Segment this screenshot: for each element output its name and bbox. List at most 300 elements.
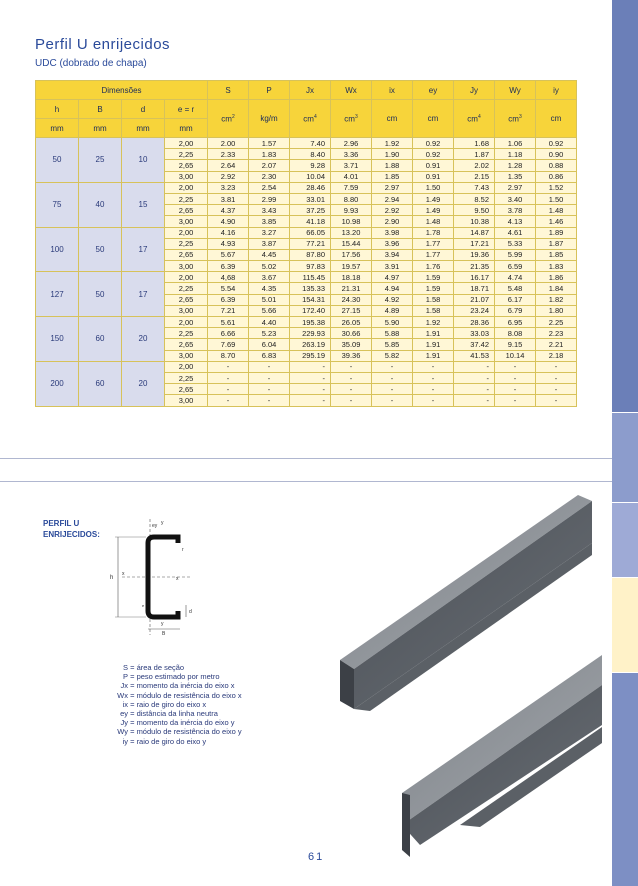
legend-symbol: iy xyxy=(122,736,128,746)
table-cell: 1.77 xyxy=(413,249,454,260)
table-cell: 4.93 xyxy=(208,238,249,249)
separator-line xyxy=(0,458,612,459)
header-cell: P xyxy=(249,81,290,100)
table-cell: 41.53 xyxy=(454,350,495,361)
dim-d-cell: 17 xyxy=(122,227,165,272)
table-cell: - xyxy=(536,395,577,406)
table-cell: 1.91 xyxy=(413,328,454,339)
table-cell: 1.68 xyxy=(454,138,495,149)
table-row xyxy=(36,361,577,372)
table-cell: 10.98 xyxy=(331,216,372,227)
right-color-band xyxy=(612,0,638,886)
table-cell: 18.18 xyxy=(331,272,372,283)
dim-h-cell: 50 xyxy=(36,138,79,183)
table-cell: 2.92 xyxy=(372,205,413,216)
table-cell: 1.46 xyxy=(536,216,577,227)
table-cell: 1.83 xyxy=(249,149,290,160)
table-cell: 4.90 xyxy=(208,216,249,227)
table-cell: 1.06 xyxy=(495,138,536,149)
table-cell: 5.88 xyxy=(372,328,413,339)
table-cell: - xyxy=(536,361,577,372)
h-label: h xyxy=(110,575,114,581)
dim-unit: mm xyxy=(36,119,79,138)
table-cell: - xyxy=(249,395,290,406)
table-cell: - xyxy=(454,395,495,406)
table-cell: 3.91 xyxy=(372,261,413,272)
unit-cell: cm xyxy=(372,100,413,138)
e-label: e xyxy=(142,603,145,608)
table-cell: 1.49 xyxy=(413,193,454,204)
diagram-heading: PERFIL U ENRIJECIDOS: xyxy=(43,519,100,539)
table-cell: 19.36 xyxy=(454,249,495,260)
table-cell: 2.97 xyxy=(372,182,413,193)
table-cell: 3,00 xyxy=(165,171,208,182)
table-cell: 37.42 xyxy=(454,339,495,350)
table-cell: 3,00 xyxy=(165,261,208,272)
table-cell: 21.31 xyxy=(331,283,372,294)
table-cell: 4.97 xyxy=(372,272,413,283)
table-cell: 97.83 xyxy=(290,261,331,272)
table-cell: 18.71 xyxy=(454,283,495,294)
header-cell: Jx xyxy=(290,81,331,100)
table-cell: 1.90 xyxy=(372,149,413,160)
table-row xyxy=(36,272,577,283)
table-cell: 4.01 xyxy=(331,171,372,182)
table-cell: - xyxy=(536,372,577,383)
table-cell: 17.56 xyxy=(331,249,372,260)
table-cell: - xyxy=(495,384,536,395)
table-cell: 2,25 xyxy=(165,238,208,249)
header-cell: iy xyxy=(536,81,577,100)
dim-b-cell: 50 xyxy=(79,272,122,317)
table-cell: 9.50 xyxy=(454,205,495,216)
legend-item: S = área de seção xyxy=(104,663,242,672)
dim-h-cell: 75 xyxy=(36,182,79,227)
table-cell: 4.13 xyxy=(495,216,536,227)
table-cell: - xyxy=(372,361,413,372)
table-cell: 7.69 xyxy=(208,339,249,350)
dim-unit: mm xyxy=(165,119,208,138)
table-cell: 2,65 xyxy=(165,249,208,260)
table-cell: 9.93 xyxy=(331,205,372,216)
page-title: Perfil U enrijecidos xyxy=(35,36,171,53)
table-cell: 2.18 xyxy=(536,350,577,361)
table-cell: 115.45 xyxy=(290,272,331,283)
table-cell: 2.99 xyxy=(249,193,290,204)
table-cell: - xyxy=(454,372,495,383)
table-cell: 27.15 xyxy=(331,305,372,316)
table-cell: - xyxy=(290,372,331,383)
table-cell: 7.40 xyxy=(290,138,331,149)
table-cell: 3.85 xyxy=(249,216,290,227)
table-cell: 2,65 xyxy=(165,339,208,350)
table-cell: - xyxy=(454,384,495,395)
legend-text: módulo de resistência do eixo x xyxy=(136,690,242,700)
b-label: B xyxy=(162,631,166,637)
legend-text: distância da linha neutra xyxy=(136,709,218,719)
dim-d-cell: 10 xyxy=(122,138,165,183)
table-cell: 3.23 xyxy=(208,182,249,193)
table-cell: 1.92 xyxy=(372,138,413,149)
table-cell: 2.90 xyxy=(372,216,413,227)
legend-item: iy = raio de giro do eixo y xyxy=(104,737,242,746)
legend-text: peso estimado por metro xyxy=(136,672,220,682)
x-right-label: x xyxy=(176,576,179,582)
table-cell: 33.03 xyxy=(454,328,495,339)
table-cell: 28.46 xyxy=(290,182,331,193)
table-cell: 1.52 xyxy=(536,182,577,193)
u-profile-diagram xyxy=(110,517,200,637)
table-cell: 2,25 xyxy=(165,372,208,383)
unit-cell: $cm^4$ xyxy=(454,100,495,138)
table-cell: 2,65 xyxy=(165,294,208,305)
table-cell: 2,65 xyxy=(165,160,208,171)
table-cell: 6.59 xyxy=(495,261,536,272)
dim-label: B xyxy=(79,100,122,119)
header-cell: S xyxy=(208,81,249,100)
table-cell: 2,25 xyxy=(165,149,208,160)
y-bottom-label: y xyxy=(161,621,164,627)
table-cell: - xyxy=(536,384,577,395)
table-cell: 0.86 xyxy=(536,171,577,182)
table-cell: 5.67 xyxy=(208,249,249,260)
table-cell: 172.40 xyxy=(290,305,331,316)
table-cell: 26.05 xyxy=(331,317,372,328)
table-cell: 5.99 xyxy=(495,249,536,260)
table-cell: - xyxy=(495,372,536,383)
table-cell: 6.39 xyxy=(208,294,249,305)
dim-label: e = r xyxy=(165,100,208,119)
unit-cell: kg/m xyxy=(249,100,290,138)
table-cell: 3.43 xyxy=(249,205,290,216)
table-cell: - xyxy=(372,384,413,395)
table-cell: 2.07 xyxy=(249,160,290,171)
table-cell: 6.39 xyxy=(208,261,249,272)
dim-b-cell: 50 xyxy=(79,227,122,272)
table-cell: 1.78 xyxy=(413,227,454,238)
legend-symbol: Jy xyxy=(120,718,128,728)
x-left-label: x xyxy=(122,571,125,577)
table-cell: - xyxy=(208,372,249,383)
table-cell: 0.88 xyxy=(536,160,577,171)
table-cell: 2,00 xyxy=(165,317,208,328)
dim-unit: mm xyxy=(122,119,165,138)
table-cell: 1.18 xyxy=(495,149,536,160)
table-cell: 2,25 xyxy=(165,193,208,204)
dim-b-cell: 60 xyxy=(79,361,122,406)
table-cell: 6.17 xyxy=(495,294,536,305)
legend-text: área de seção xyxy=(136,663,185,672)
table-cell: - xyxy=(413,384,454,395)
table-cell: 9.28 xyxy=(290,160,331,171)
table-cell: 4.89 xyxy=(372,305,413,316)
legend-symbol: Wy xyxy=(117,727,128,737)
table-cell: 4.74 xyxy=(495,272,536,283)
table-cell: 1.49 xyxy=(413,205,454,216)
table-cell: 41.18 xyxy=(290,216,331,227)
header-cell: Jy xyxy=(454,81,495,100)
table-cell: 30.66 xyxy=(331,328,372,339)
table-cell: 19.57 xyxy=(331,261,372,272)
table-cell: 17.21 xyxy=(454,238,495,249)
table-cell: 3.36 xyxy=(331,149,372,160)
dim-b-cell: 40 xyxy=(79,182,122,227)
table-cell: 3.40 xyxy=(495,193,536,204)
table-cell: 8.08 xyxy=(495,328,536,339)
legend-item: ey = distância da linha neutra xyxy=(104,709,242,718)
table-cell: 3.94 xyxy=(372,249,413,260)
table-cell: 4.45 xyxy=(249,249,290,260)
table-cell: 3,00 xyxy=(165,395,208,406)
table-cell: 1.86 xyxy=(536,272,577,283)
table-cell: 2.54 xyxy=(249,182,290,193)
dim-h-cell: 150 xyxy=(36,317,79,362)
table-cell: 10.38 xyxy=(454,216,495,227)
table-cell: 4.94 xyxy=(372,283,413,294)
legend-symbol: Jx xyxy=(120,681,128,691)
table-cell: 87.80 xyxy=(290,249,331,260)
table-cell: - xyxy=(413,372,454,383)
table-cell: 1.58 xyxy=(413,305,454,316)
table-cell: 21.07 xyxy=(454,294,495,305)
table-cell: 3,00 xyxy=(165,216,208,227)
table-cell: 1.87 xyxy=(454,149,495,160)
r-label: r xyxy=(182,547,184,553)
table-cell: 5.66 xyxy=(249,305,290,316)
table-cell: 2.94 xyxy=(372,193,413,204)
profile-table xyxy=(35,80,577,407)
table-row xyxy=(36,182,577,193)
table-cell: 154.31 xyxy=(290,294,331,305)
table-cell: 35.09 xyxy=(331,339,372,350)
dim-d-cell: 20 xyxy=(122,317,165,362)
table-cell: 2,00 xyxy=(165,138,208,149)
table-cell: - xyxy=(495,361,536,372)
table-cell: 1.59 xyxy=(413,272,454,283)
table-cell: - xyxy=(208,384,249,395)
table-cell: 5.48 xyxy=(495,283,536,294)
table-cell: - xyxy=(208,395,249,406)
table-cell: 77.21 xyxy=(290,238,331,249)
table-cell: 6.04 xyxy=(249,339,290,350)
table-cell: 1.50 xyxy=(413,182,454,193)
table-cell: 2.15 xyxy=(454,171,495,182)
table-cell: 6.79 xyxy=(495,305,536,316)
table-cell: 7.21 xyxy=(208,305,249,316)
table-cell: 0.91 xyxy=(413,171,454,182)
table-cell: 1.89 xyxy=(536,227,577,238)
header-cell: Wx xyxy=(331,81,372,100)
table-cell: 24.30 xyxy=(331,294,372,305)
table-cell: - xyxy=(249,384,290,395)
legend-item: P = peso estimado por metro xyxy=(104,672,242,681)
table-cell: - xyxy=(331,384,372,395)
table-cell: 2,00 xyxy=(165,182,208,193)
table-cell: 33.01 xyxy=(290,193,331,204)
legend-text: momento da inércia do eixo x xyxy=(136,681,235,691)
table-cell: 10.04 xyxy=(290,171,331,182)
table-cell: - xyxy=(331,361,372,372)
table-cell: 195.38 xyxy=(290,317,331,328)
table-cell: 1.91 xyxy=(413,350,454,361)
legend-item: Jy = momento da inércia do eixo y xyxy=(104,718,242,727)
legend-symbol: ix xyxy=(122,699,128,709)
table-cell: 2.21 xyxy=(536,339,577,350)
dim-h-cell: 200 xyxy=(36,361,79,406)
table-cell: 4.61 xyxy=(495,227,536,238)
table-cell: 0.92 xyxy=(413,149,454,160)
ey-label: ey xyxy=(152,523,158,529)
table-cell: - xyxy=(208,361,249,372)
table-cell: 10.14 xyxy=(495,350,536,361)
page-subtitle: UDC (dobrado de chapa) xyxy=(35,58,147,69)
table-cell: 5.02 xyxy=(249,261,290,272)
table-cell: 5.54 xyxy=(208,283,249,294)
legend-item: Wy = módulo de resistência do eixo y xyxy=(104,727,242,736)
page-number: 61 xyxy=(308,851,325,863)
table-cell: 8.70 xyxy=(208,350,249,361)
table-cell: 1.77 xyxy=(413,238,454,249)
table-row xyxy=(36,138,577,149)
table-cell: 4.37 xyxy=(208,205,249,216)
table-cell: - xyxy=(331,372,372,383)
steel-channel-photo xyxy=(340,495,602,860)
table-cell: 1.59 xyxy=(413,283,454,294)
unit-cell: $cm^2$ xyxy=(208,100,249,138)
legend-text: módulo de resistência do eixo y xyxy=(136,727,242,737)
table-cell: - xyxy=(413,395,454,406)
table-row xyxy=(36,317,577,328)
table-cell: 1.87 xyxy=(536,238,577,249)
table-cell: 1.88 xyxy=(372,160,413,171)
table-cell: - xyxy=(372,372,413,383)
legend-text: momento da inércia do eixo y xyxy=(136,718,235,728)
table-cell: 5.01 xyxy=(249,294,290,305)
table-cell: - xyxy=(495,395,536,406)
table-cell: 3.81 xyxy=(208,193,249,204)
table-cell: 2.97 xyxy=(495,182,536,193)
table-cell: 23.24 xyxy=(454,305,495,316)
table-cell: 4,68 xyxy=(208,272,249,283)
unit-cell: cm xyxy=(413,100,454,138)
table-cell: 2,00 xyxy=(165,272,208,283)
table-cell: 13.20 xyxy=(331,227,372,238)
table-cell: 3.67 xyxy=(249,272,290,283)
header-cell: ey xyxy=(413,81,454,100)
table-cell: 2.25 xyxy=(536,317,577,328)
table-cell: - xyxy=(290,361,331,372)
table-cell: 229.93 xyxy=(290,328,331,339)
table-cell: - xyxy=(454,361,495,372)
table-cell: 2,25 xyxy=(165,283,208,294)
table-cell: 6.95 xyxy=(495,317,536,328)
table-cell: 7.59 xyxy=(331,182,372,193)
table-cell: 2,00 xyxy=(165,227,208,238)
header-dimensoes: Dimensões xyxy=(36,81,208,100)
table-cell: 2,65 xyxy=(165,205,208,216)
table-cell: 1.85 xyxy=(372,171,413,182)
table-cell: 263.19 xyxy=(290,339,331,350)
legend-item: Wx = módulo de resistência do eixo x xyxy=(104,691,242,700)
table-cell: 4.40 xyxy=(249,317,290,328)
table-cell: 5.33 xyxy=(495,238,536,249)
table-cell: 3.87 xyxy=(249,238,290,249)
table-cell: 1.80 xyxy=(536,305,577,316)
legend-symbol: Wx xyxy=(117,690,128,700)
table-cell: 5.23 xyxy=(249,328,290,339)
dim-h-cell: 127 xyxy=(36,272,79,317)
table-cell: 0.91 xyxy=(413,160,454,171)
table-cell: 2,25 xyxy=(165,328,208,339)
table-cell: 2.96 xyxy=(331,138,372,149)
table-cell: - xyxy=(413,361,454,372)
table-cell: - xyxy=(290,384,331,395)
table-cell: 1.35 xyxy=(495,171,536,182)
table-cell: 3.96 xyxy=(372,238,413,249)
dim-h-cell: 100 xyxy=(36,227,79,272)
legend-text: raio de giro do eixo x xyxy=(136,699,207,709)
table-cell: - xyxy=(249,372,290,383)
table-cell: - xyxy=(372,395,413,406)
table-cell: 1.84 xyxy=(536,283,577,294)
table-cell: 2,65 xyxy=(165,384,208,395)
dim-label: d xyxy=(122,100,165,119)
table-cell: - xyxy=(331,395,372,406)
dim-d-cell: 17 xyxy=(122,272,165,317)
table-cell: 4.92 xyxy=(372,294,413,305)
table-cell: 1.83 xyxy=(536,261,577,272)
table-cell: 3,00 xyxy=(165,305,208,316)
table-cell: 4.35 xyxy=(249,283,290,294)
table-cell: 15.44 xyxy=(331,238,372,249)
unit-cell: cm xyxy=(536,100,577,138)
table-cell: 0.90 xyxy=(536,149,577,160)
table-cell: 2.02 xyxy=(454,160,495,171)
table-cell: 5.85 xyxy=(372,339,413,350)
table-cell: 1.92 xyxy=(413,317,454,328)
table-cell: 8.40 xyxy=(290,149,331,160)
table-cell: 2.23 xyxy=(536,328,577,339)
table-cell: - xyxy=(249,361,290,372)
legend-text: raio de giro do eixo y xyxy=(136,736,207,746)
table-cell: 1.85 xyxy=(536,249,577,260)
unit-cell: $cm^3$ xyxy=(331,100,372,138)
table-cell: 3.27 xyxy=(249,227,290,238)
dim-d-cell: 20 xyxy=(122,361,165,406)
table-cell: 2.92 xyxy=(208,171,249,182)
table-row xyxy=(36,227,577,238)
legend-symbol: S xyxy=(122,663,128,672)
d-label: d xyxy=(189,609,192,615)
table-cell: 28.36 xyxy=(454,317,495,328)
legend-symbol: ey xyxy=(120,709,128,719)
table-cell: 5.61 xyxy=(208,317,249,328)
legend-item: ix = raio de giro do eixo x xyxy=(104,700,242,709)
symbol-legend xyxy=(104,663,242,746)
table-cell: 135.33 xyxy=(290,283,331,294)
table-cell: 3,00 xyxy=(165,350,208,361)
table-cell: 3.78 xyxy=(495,205,536,216)
table-cell: 3.98 xyxy=(372,227,413,238)
table-cell: 2.33 xyxy=(208,149,249,160)
table-cell: 5.90 xyxy=(372,317,413,328)
table-cell: 0.92 xyxy=(413,138,454,149)
table-cell: 6.83 xyxy=(249,350,290,361)
dim-b-cell: 60 xyxy=(79,317,122,362)
unit-cell: $cm^4$ xyxy=(290,100,331,138)
legend-item: Jx = momento da inércia do eixo x xyxy=(104,681,242,690)
table-cell: 66.05 xyxy=(290,227,331,238)
